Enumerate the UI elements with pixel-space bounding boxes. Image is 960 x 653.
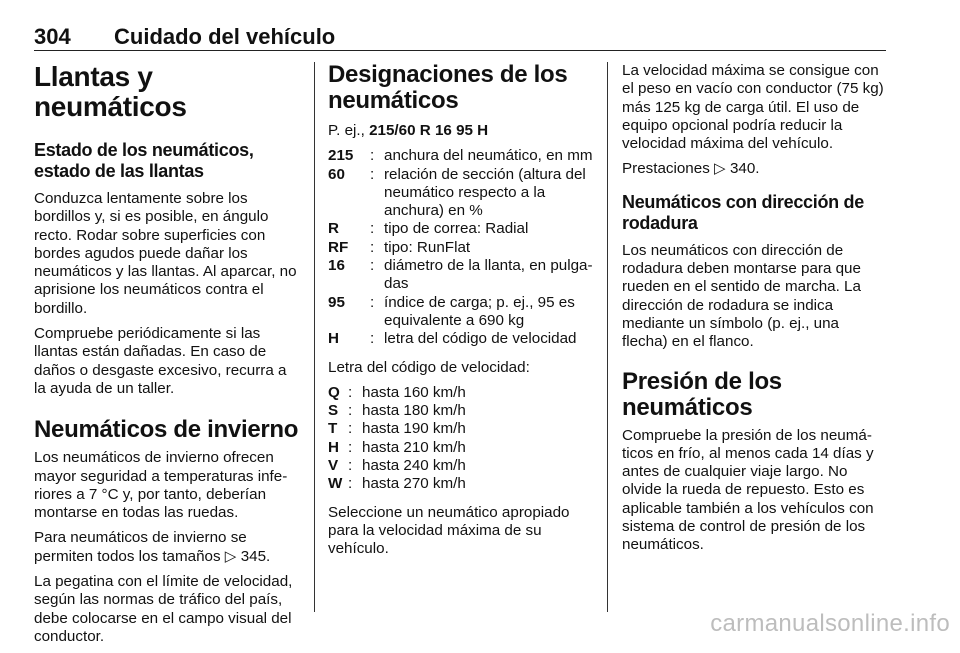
column-3 bbox=[622, 62, 888, 562]
list-item: 60 : relación de sección (altura del neumático respecto a la anchura) en % bbox=[328, 165, 586, 220]
list-item: 215 : anchura del neumático, en mm bbox=[328, 147, 593, 165]
list-item: 95 : índice de carga; p. ej., 95 es equivalente a 690 kg bbox=[328, 293, 575, 329]
section-title: Cuidado del vehículo bbox=[114, 24, 336, 49]
paragraph-with-ref: Para neumáticos de invierno se permiten todos los tamaños ▷ 345. bbox=[34, 529, 271, 565]
paragraph: La velocidad máxima se consigue con el peso en vacío con conductor (75 kg) más 125 kg de carga útil. El uso de equipo opcional podría reducir la velocidad máxima del vehículo. bbox=[622, 62, 884, 153]
page-ref-arrow-icon: ▷ bbox=[714, 160, 726, 178]
list-item: RF : tipo: RunFlat bbox=[328, 238, 471, 256]
list-item: S : hasta 180 km/h bbox=[328, 402, 466, 420]
list-item: 16 : diámetro de la llanta, en pulgadas bbox=[328, 257, 593, 293]
paragraph: La pegatina con el límite de velocidad, según las normas de tráfico del país, debe colocarse en el campo visual del conductor. bbox=[34, 573, 293, 645]
column-divider bbox=[314, 62, 315, 612]
paragraph: Compruebe la presión de los neumáticos en frío, al menos cada 14 días y antes de cualquier viaje largo. No olvide la rueda de repuesto. Esto es aplicable también a los vehículos con sistema de control de presión de los neumáticos. bbox=[622, 426, 874, 554]
example-code: 215/60 R 16 95 H bbox=[369, 122, 489, 139]
heading-tyre-pressure: Presión de los neumáticos bbox=[622, 367, 782, 421]
list-item: H : letra del código de velocidad bbox=[328, 330, 577, 348]
column-1 bbox=[34, 62, 300, 653]
paragraph: Los neumáticos de invierno ofrecen mayor seguridad a temperaturas inferiores a 7 °C y, por tanto, deberían montarse en todas las ruedas. bbox=[34, 449, 288, 522]
list-item: H : hasta 210 km/h bbox=[328, 438, 466, 456]
page-ref-link[interactable]: 340. bbox=[729, 160, 760, 178]
subheading-directional-tyres: Neumáticos con dirección de rodadura bbox=[622, 191, 864, 233]
page-ref-link[interactable]: 345. bbox=[240, 547, 271, 565]
speed-intro: Letra del código de velocidad: bbox=[328, 358, 530, 376]
heading-tyre-designations: Designaciones de los neumáticos bbox=[328, 61, 568, 114]
column-2 bbox=[328, 62, 594, 566]
page-ref-arrow-icon: ▷ bbox=[224, 547, 237, 565]
paragraph: Los neumáticos con dirección de rodadura deben montarse para que rueden en el sentido de marcha. La dirección de rodadura se indica mediante un símbolo (p. ej., una flecha) en el flanco. bbox=[622, 241, 861, 351]
paragraph: Conduzca lentamente sobre los bordillos y, si es posible, en ángulo recto. Rodar sobre superficies con bordes agudos puede dañar los neumáticos y las llantas. Al aparcar, no aprisione los neumáticos contra el bordillo. bbox=[34, 190, 297, 317]
column-divider bbox=[607, 62, 608, 612]
paragraph: Seleccione un neumático apropiado para la velocidad máxima de su vehículo. bbox=[328, 503, 570, 558]
page-number: 304 bbox=[34, 24, 71, 49]
heading-winter-tyres: Neumáticos de invierno bbox=[34, 416, 299, 444]
subheading-tyre-condition: Estado de los neumáticos, estado de las llantas bbox=[34, 140, 254, 181]
list-item: V : hasta 240 km/h bbox=[328, 457, 466, 475]
paragraph: Compruebe periódicamente si las llantas están dañadas. En caso de daños o desgaste excesivo, recurra a la ayuda de un taller. bbox=[34, 325, 287, 397]
example-line: P. ej., 215/60 R 16 95 H bbox=[328, 122, 489, 139]
watermark: carmanualsonline.info bbox=[710, 610, 950, 637]
list-item: T : hasta 190 km/h bbox=[328, 420, 466, 438]
paragraph-with-ref: Prestaciones ▷ 340. bbox=[622, 160, 760, 178]
speed-code-list bbox=[328, 384, 594, 494]
list-item: R : tipo de correa: Radial bbox=[328, 220, 529, 238]
chapter-title: Llantas y neumáticos bbox=[34, 61, 187, 122]
list-item: W : hasta 270 km/h bbox=[328, 475, 466, 493]
designation-list bbox=[328, 147, 594, 348]
page-header bbox=[34, 20, 886, 51]
list-item: Q : hasta 160 km/h bbox=[328, 383, 466, 401]
